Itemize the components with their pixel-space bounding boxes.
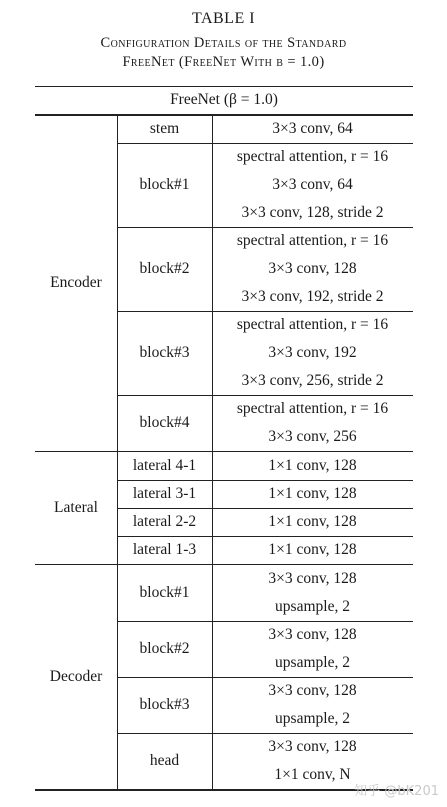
block-name: block#1	[139, 584, 190, 601]
block-name: block#3	[139, 696, 190, 713]
table-header: FreeNet (β = 1.0)	[170, 91, 278, 108]
ops-cell	[212, 480, 413, 508]
ops-cell	[212, 536, 413, 564]
op-text: spectral attention, r = 16	[236, 316, 389, 333]
block-name: block#4	[139, 414, 190, 431]
block-name: block#2	[139, 640, 190, 657]
ops-cell	[212, 143, 413, 227]
op-text: 3×3 conv, 128	[268, 626, 357, 643]
block-name: lateral 1-3	[132, 541, 197, 558]
op-text: 3×3 conv, 64	[272, 176, 353, 193]
group-name: Lateral	[54, 499, 98, 516]
block-name: block#2	[139, 260, 190, 277]
op-text: 3×3 conv, 128	[268, 682, 357, 699]
op-text: upsample, 2	[275, 654, 350, 671]
block-name: block#1	[139, 176, 190, 193]
op-text: 3×3 conv, 128, stride 2	[241, 204, 384, 221]
block-name: lateral 2-2	[132, 513, 197, 530]
ops-cell	[212, 621, 413, 677]
op-text: 1×1 conv, N	[274, 766, 351, 783]
column-divider	[117, 565, 118, 789]
column-divider	[212, 452, 213, 564]
op-text: 1×1 conv, 128	[268, 457, 357, 474]
block-name: head	[149, 752, 180, 769]
op-text: 3×3 conv, 256	[268, 428, 357, 445]
block-name: block#3	[139, 344, 190, 361]
op-text: 1×1 conv, 128	[268, 513, 357, 530]
op-text: 3×3 conv, 128	[268, 260, 357, 277]
table-title: TABLE I	[191, 10, 256, 27]
group-name: Decoder	[49, 668, 103, 685]
op-text: spectral attention, r = 16	[236, 400, 389, 417]
table-caption-line-2: FreeNet (FreeNet With β = 1.0)	[122, 54, 325, 70]
ops-cell	[212, 677, 413, 733]
table-caption-line-1: Configuration Details of the Standard	[100, 35, 347, 51]
ops-cell	[212, 565, 413, 621]
op-text: 3×3 conv, 192	[268, 344, 357, 361]
ops-cell	[212, 508, 413, 536]
ops-cell	[212, 115, 413, 143]
block-name: lateral 4-1	[132, 457, 197, 474]
block-name: lateral 3-1	[132, 485, 197, 502]
watermark: 知乎 @bK201	[354, 784, 439, 799]
block-name: stem	[149, 120, 180, 137]
op-text: upsample, 2	[275, 598, 350, 615]
op-text: 1×1 conv, 128	[268, 541, 357, 558]
column-divider	[117, 115, 118, 451]
op-text: 3×3 conv, 128	[268, 738, 357, 755]
column-divider	[212, 565, 213, 789]
op-text: spectral attention, r = 16	[236, 148, 389, 165]
column-divider	[117, 452, 118, 564]
ops-cell	[212, 452, 413, 480]
op-text: 3×3 conv, 64	[272, 120, 353, 137]
ops-cell	[212, 311, 413, 395]
op-text: 3×3 conv, 128	[268, 570, 357, 587]
ops-cell	[212, 395, 413, 451]
op-text: 1×1 conv, 128	[268, 485, 357, 502]
group-name: Encoder	[50, 274, 102, 291]
column-divider	[212, 115, 213, 451]
op-text: 3×3 conv, 256, stride 2	[241, 372, 384, 389]
op-text: spectral attention, r = 16	[236, 232, 389, 249]
op-text: 3×3 conv, 192, stride 2	[241, 288, 384, 305]
op-text: upsample, 2	[275, 710, 350, 727]
ops-cell	[212, 227, 413, 311]
